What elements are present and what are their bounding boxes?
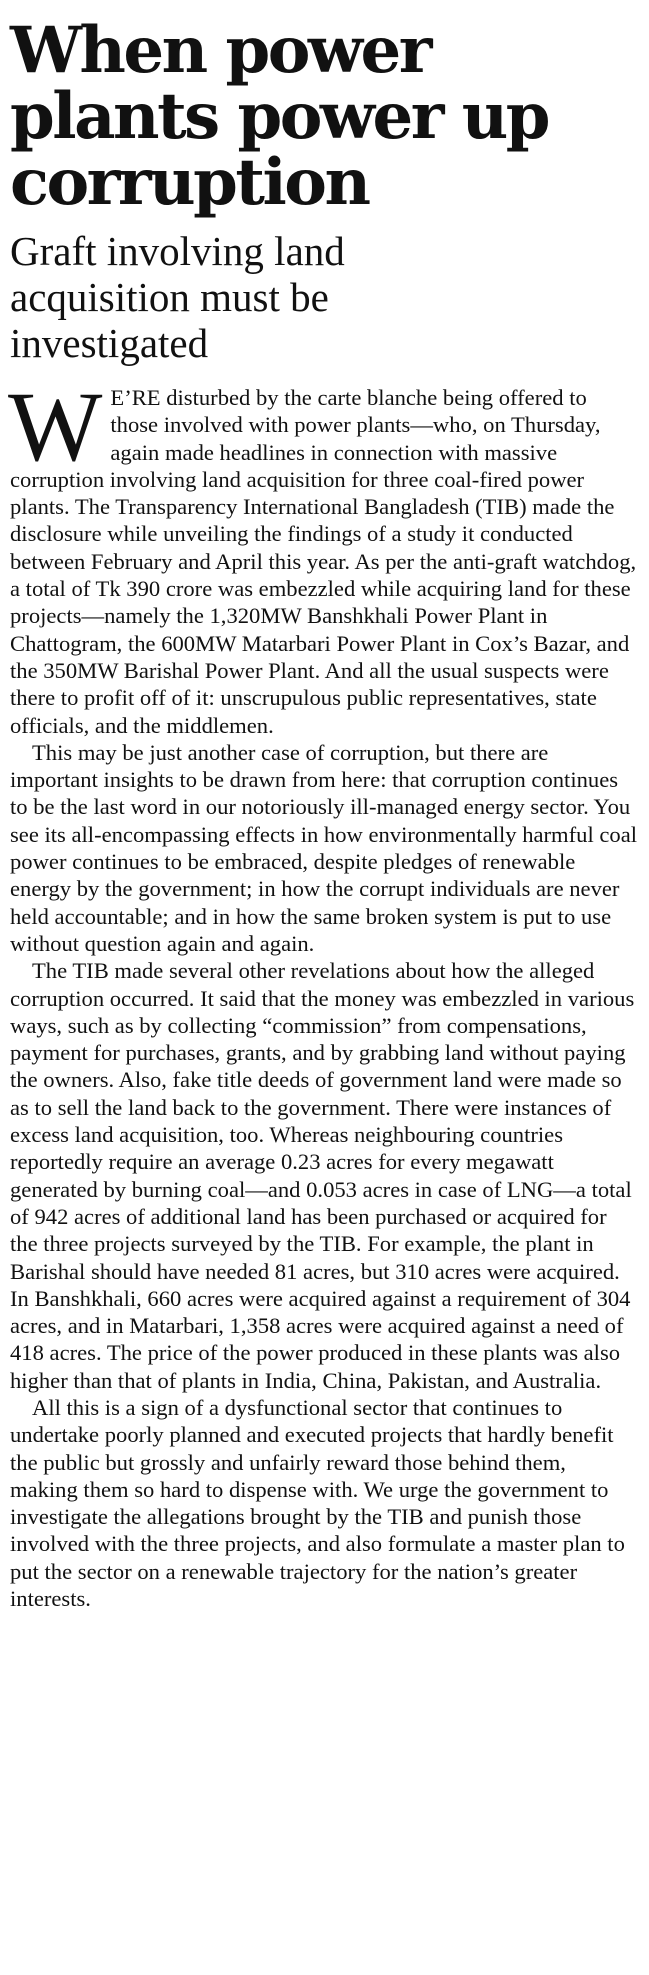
paragraph-1 xyxy=(8,371,637,739)
paragraph-2: This may be just another case of corruption, but there are important insights to be drawn from here: that corruption continues to be the last word in our notoriously ill-managed energy sector. You see its all-encompassing effects in how environmentally harmful coal power continues to be embraced, despite pledges of renewable energy by the government; in how the corrupt individuals are never held accountable; and in how the same broken system is put to use without question again and again. xyxy=(10,739,637,956)
editorial-article xyxy=(8,13,637,1612)
paragraph-4: All this is a sign of a dysfunctional sector that continues to undertake poorly planned and executed projects that hardly benefit the public but grossly and unfairly reward those behind them, making them so hard to dispense with. We urge the government to investigate the allegations brought by the TIB and punish those involved with the three projects, and also formulate a master plan to put the sector on a renewable trajectory for the nation’s greater interests. xyxy=(10,1394,625,1612)
headline: When power plants power up corruption xyxy=(10,13,548,220)
paragraph-3: The TIB made several other revelations about how the alleged corruption occurred. It said that the money was embezzled in various ways, such as by collecting “commission” from compensations, payment for purchases, grants, and by grabbing land without paying the owners. Also, fake title deeds of government land were made so as to sell the land back to the government. There were instances of excess land acquisition, too. Whereas neighbouring countries reportedly require an average 0.23 acres for every megawatt generated by burning coal—and 0.053 acres in case of LNG—a total of 942 acres of additional land has been purchased or acquired for the three projects surveyed by the TIB. For example, the plant in Barishal should have needed 81 acres, but 310 acres were acquired. In Banshkhali, 660 acres were acquired against a requirement of 304 acres, and in Matarbari, 1,358 acres were acquired against a need of 418 acres. The price of the power produced in these plants was also higher than that of plants in India, China, Pakistan, and Australia. xyxy=(10,958,635,1393)
paragraph-1-text: E’RE disturbed by the carte blanche being offered to those involved with power plants—who, on Thursday, again made headlines in connection with massive corruption involving land acquisition for three coal-fired power plants. The Transparency International Bangladesh (TIB) made the disclosure while unveiling the findings of a study it conducted between February and April this year. As per the anti-graft watchdog, a total of Tk 390 crore was embezzled while acquiring land for these projects—namely the 1,320MW Banshkhali Power Plant in Chattogram, the 600MW Matarbari Power Plant in Cox’s Bazar, and the 350MW Barishal Power Plant. And all the usual suspects were there to profit off of it: unscrupulous public representatives, state officials, and the middlemen. xyxy=(10,385,637,738)
subheadline: Graft involving land acquisition must be investigated xyxy=(10,228,345,366)
article-body xyxy=(8,371,637,1612)
dropcap: W xyxy=(8,371,103,482)
